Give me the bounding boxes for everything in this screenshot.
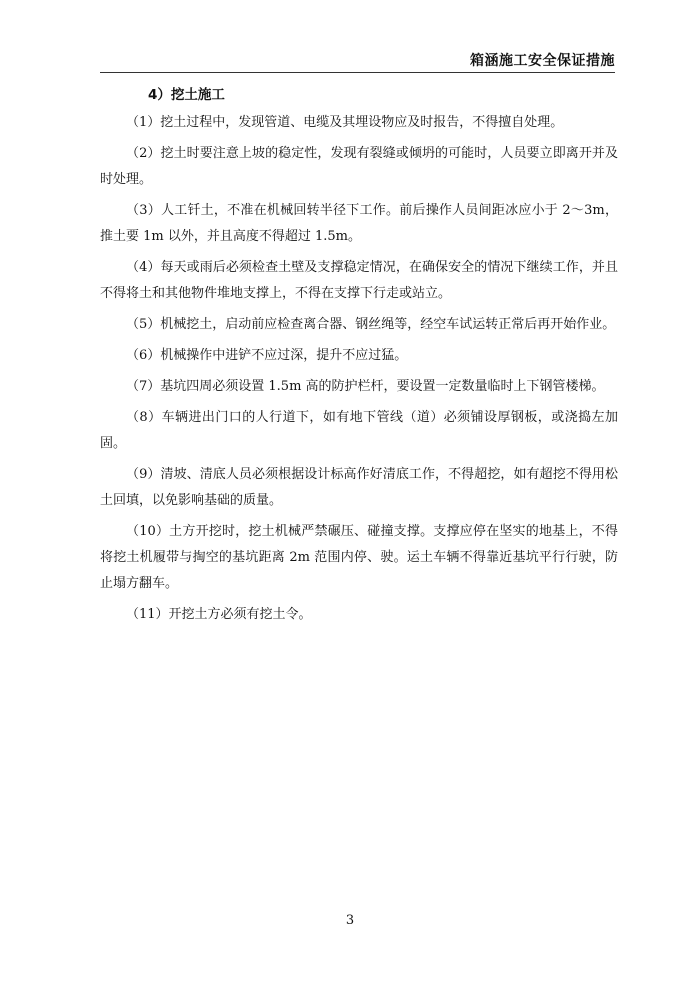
paragraph-1: （1）挖土过程中，发现管道、电缆及其埋设物应及时报告，不得擅自处理。 xyxy=(126,115,564,130)
paragraph-2: （2）挖土时要注意上坡的稳定性，发现有裂缝或倾坍的可能时，人员要立即离开并及时处理。 xyxy=(100,146,618,187)
paragraph-10: （10）土方开挖时，挖土机械严禁碾压、碰撞支撑。支撑应停在坚实的地基上，不得将挖土机履带与掏空的基坑距离 2m 范围内停、驶。运土车辆不得靠近基坑平行行驶，防止塌方翻车。 xyxy=(100,524,618,591)
paragraph-11: （11）开挖土方必须有挖土令。 xyxy=(126,607,312,622)
paragraph-7: （7）基坑四周必须设置 1.5m 高的防护栏杆，要设置一定数量临时上下钢管楼梯。 xyxy=(126,379,605,394)
section-title: 4）挖土施工 xyxy=(148,87,225,103)
page-number: 3 xyxy=(345,913,355,928)
paragraph-3: （3）人工钎土，不准在机械回转半径下工作。前后操作人员间距冰应小于 2～3m，推土要 1m 以外，并且高度不得超过 1.5m。 xyxy=(100,203,618,244)
paragraph-4: （4）每天或雨后必须检查土壁及支撑稳定情况，在确保安全的情况下继续工作，并且不得将土和其他物件堆地支撑上，不得在支撑下行走或站立。 xyxy=(100,260,618,301)
paragraph-9: （9）清坡、清底人员必须根据设计标高作好清底工作，不得超挖，如有超挖不得用松土回填，以免影响基础的质量。 xyxy=(100,467,618,508)
document-body xyxy=(100,82,618,633)
paragraph-8: （8）车辆进出门口的人行道下，如有地下管线（道）必须铺设厚钢板，或浇捣左加固。 xyxy=(100,410,618,451)
header-title: 箱涵施工安全保证措施 xyxy=(470,53,615,69)
paragraph-6: （6）机械操作中进铲不应过深，提升不应过猛。 xyxy=(126,348,408,363)
paragraph-5: （5）机械挖土，启动前应检查离合器、钢丝绳等，经空车试运转正常后再开始作业。 xyxy=(126,317,616,332)
page-header xyxy=(100,48,615,73)
